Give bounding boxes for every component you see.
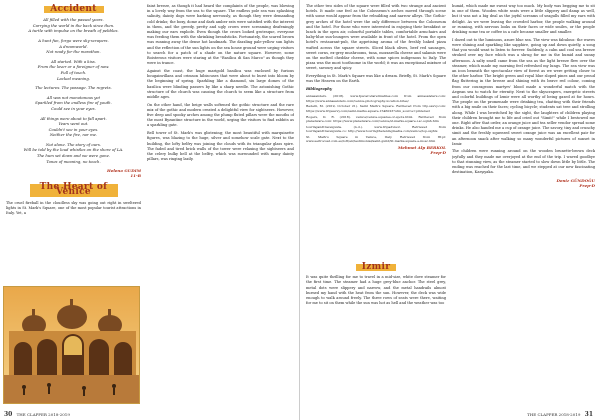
bibliography-entry: annasanders. (2018). www.fpscarodarermatiles.com from annasanders.com: https://www.annasanders.com/venice-photography-location-bites/ <box>306 94 446 103</box>
poem-line: Full of touch. <box>60 69 87 75</box>
izmir-paragraph: It was quite thrilling for me to travel in a mid-size, white dove steamer for the first time. The steamer had a huge grey-blue anchor. The steel grey, metal dots were slippery and narrow, and the metal handrails almost burned my hand with the heat from the sun. However, the deck was wide enough to walk around freely. The three rows of seats were there, waiting for me to sit on them while the sun was hot as hell and the weather was too <box>306 275 446 306</box>
venice-paragraph: Bell tower of St. Mark's was glistening; the most beautiful with marquinette figures, was blazing to the huge, silver and somehow scale gate. Next to the building, the lofty belfry was joining the clouds with its triangular glass spire. The faded and tired brick walls of the tower were relaxing the sightseers and the celery bulky bell at the belfry, which was surrounded with many dainty pillars, was ringing lazily. <box>147 131 294 162</box>
bibliography-heading: Bibliography <box>306 87 332 92</box>
venice-continued-column <box>306 4 446 224</box>
izmir-paragraph: I dozed out to the luminous, azure blue sea. The view was fabulous: the waves were shining and sparkling like sapphire, going up and down quietly, a song that you would want to listen to forever. Suddenly, a calm and cool sea breeze stroked over my face which was a shrug for me in the humid and sunny afternoon. A salty smell came from the sea as the light breeze flew over the steamer, which made my morning feel refreshed my lungs. The sea view was an icon beneath the spectacular view of forest as we were getting closer to the other harbor. The bright green and royal blue sloped pines and our proud flag fluttering in the breeze and shining with its brave red colour, coming from our courageous martyrs' blood made a wonderful match with the Aegean sea to watch for eternity. Next to the skyscrapers, energetic streets and colorful buildings of Izmir were all worthy of being gazed at for hours. The people on the promenade were drinking tea, chatting with their friends with a big smile on their faces; cycling bicycle; students sat tree and strolling along. While I was bewitched by the sight, the laughters of children playing their children brought me to life and cried out "Simit!" while I bestowed me one. Right after that order, an orange juice and tea seller vendor spread some drinks. He also handed me a cup of orange juice. The savory, tiny and crunchy simit and the freshly squeezed sweet orange juice was an excellent pair for an afternoon snack after walking so many wonderful pictures of sunset in Izmir. <box>452 37 595 146</box>
poem-line: Not ready for the marathon. <box>46 49 101 55</box>
poem-stanza <box>6 85 141 91</box>
poem-body <box>6 17 141 164</box>
poem-byline <box>6 168 141 178</box>
izmir-paragraph: humid, which made me sweat way too much. My body was begging me to sit in one of them. Wooden white seats were a little slippery and damp as well, but it was not a big deal as the joyful screams of seagulls filled my ears with delight. As we were leaving the crowded harbor, the people walking around or running, with nervous looks on their faces or wide smiles, or the people drinking some tea or coffee in a cafe became smaller and smaller. <box>452 4 595 35</box>
left-footer <box>4 411 70 418</box>
poem-line: All was not monotonous yet <box>46 94 101 100</box>
poem-line: Not alone. The story of ours. <box>45 141 102 147</box>
poem-line: Lacked meaning. <box>57 75 90 81</box>
poem-line: A turtle with impulse on the breath of pebbles. <box>28 28 119 34</box>
poem-stanza <box>6 38 141 55</box>
bibliography-entry: St. Mark's Square in Venice, Italy. Retrieved from fff.pl: www.seitrocsat.com.es/loft/en/testimonial/saint-guild/St-marks-square-e-mosc.htm <box>306 135 446 144</box>
izmir-paragraph: The children were running around on the wooden brunette-brown deck joyfully and they made me overjoyed at the end of the trip. I waved goodbye to that stunning view, as the steamer started to slow down little by little. The ending was reached for the last time, and we stepped at our new fascinating destination, Karşıyaka. <box>452 149 595 175</box>
poem-stanza <box>6 17 141 34</box>
right-page <box>300 0 600 420</box>
venice-paragraph: Against the coast, the huge marigold basilica was enclosed by furious bougainvillaea and crimson hibiscuses that were about to burst into bloom by the beginning of spring. Sparkling like a diamond, six large domes of the basilica were blinding passers by like a sharp needle. The astonishing Gothic structure of the church was causing the church to seem like a structure from middle ages. <box>147 68 294 99</box>
izmir-column-left <box>306 262 446 402</box>
poem-stanza <box>6 116 141 138</box>
right-footer <box>527 411 596 418</box>
poem-line: Neither the fire, nor me. <box>49 132 98 138</box>
poem-stanza <box>6 59 141 81</box>
poem-title: Accident <box>44 6 104 13</box>
basilica-illustration <box>4 287 140 404</box>
poem-line: Tones of meaning, no touch. <box>46 158 101 164</box>
bibliography-entry: Rogers, D. R. (2018). venice/venice-squares-or-spots.html. Retrieved from planetware.com: https://www.planetware.com/venice/st-marks-square-i-sc-sqmh.htm <box>306 114 446 123</box>
bibliography-entry: touringandtravelguide. (n.d.). www.tripadvisor. Retrieved from touringandtravelguide.co: http://www.touringtheteningmedia.com/venice/top-sights <box>306 124 446 134</box>
poem-line: All things were about to fall apart. <box>40 115 107 121</box>
izmir-byline <box>452 178 595 188</box>
poem-line: A hunt fun, forgo were sky-scrapers. <box>38 37 109 43</box>
poem-line: All filled with the passed years. <box>43 17 104 23</box>
author-class: Prep-D <box>579 183 595 188</box>
author-name: Deniz GÜNDOĞU <box>556 178 595 183</box>
poem-line: Years went out. <box>58 121 89 127</box>
author-name: Mehmet Alp BERKOL <box>397 145 446 151</box>
basilica-photo <box>3 286 140 404</box>
izmir-column-right <box>452 4 595 404</box>
poem-line: Carrying the world in the back since then. <box>32 22 115 28</box>
venice-article-column <box>147 4 294 400</box>
poem-stanza <box>6 142 141 164</box>
poem-line: A dreamworld. <box>59 43 88 49</box>
footer-text: THE CLAPPER 2018-2019 <box>527 412 581 417</box>
venice-paragraph: On the other hand, the beige walls softened the gothic structure and the rare mix of the gothic and modern created a delightful view for sightseers. However, five deep and spooky arches among the plump fluted pillars were the mouths of the most Byzantine structure in the world, urging the visitors to find rabbits as a sparkling gate. <box>147 102 294 128</box>
venice-byline <box>306 145 446 155</box>
poem-line: Could see in your eyes. <box>51 105 96 111</box>
poem-line: The hum set down and we were gone. <box>36 153 111 159</box>
venice-intro: The cruel fireball in the cloudless sky was going out right in sweltered lights in St. Mark's Square, one of the most popular tourist attractions in Italy. Yet, a <box>6 200 141 216</box>
author-class: 11-B <box>130 173 141 179</box>
author-class: Prep-D <box>430 150 446 156</box>
bibliography-list <box>306 94 446 143</box>
poem-line: All started. With a kiss. <box>51 58 96 64</box>
poem-line: Couldn't see in your eyes. <box>48 126 99 132</box>
page-number: 31 <box>584 411 593 418</box>
poem-line: Will be told by the loud whistles on the shore of LA. <box>23 147 124 153</box>
poem-column <box>6 4 141 219</box>
bibliography-entry: Bedelli, M. (2019, October 21). Saint Mark's Square. Retrieved from trip.savvy.com: https://www.tripsavvy.com/saint-marks-square-1546023?utm_source=pinterest <box>306 104 446 113</box>
author-name: Helena GUDIM <box>107 168 141 174</box>
article-title-izmir: İzmir <box>356 264 396 271</box>
footer-text: THE CLAPPER 2018-2019 <box>16 412 70 417</box>
poem-line: From the lover or a foreigner of now. <box>37 64 110 70</box>
article-title-venice: The Heart of Venice <box>30 184 118 196</box>
poem-line: Sparkled from the endless fire of youth. <box>35 100 112 106</box>
venice-paragraph: Everything in St. Mark's Square was like a dream. Briefly, St. Mark's Square was the Heaven on the Earth. <box>306 74 446 84</box>
poem-stanza <box>6 95 141 112</box>
poem-line: The lectures. The passage. The regrets. <box>35 85 112 91</box>
venice-paragraph: faint breeze, as though it had heard the complaints of the people, was blowing in a lovely way from the sea to the square. The endless pole sea was splashing salinity, dainty dogs were barking nervously, as though they were demanding cold drinks; the boxy, dome and dark amber rats were satisfied with the interest in them, and the greedy, pretty and ugly crows were screaming deafeningly making our ears explode. Even though the crows looked grotesque, everyone was feeding them with the shrinking breadsticks. Fortunately, the scared brown was running away the dense hot landmark. The dazzling pale-yellow sun lights and the reflection of the sun lights on the sea house ground were urging visitors to search for a patch of a shade on the nature square. However, some Boisterous visitors were staring at the "Basilica di San Marco" as though they were in trance. <box>147 4 294 66</box>
page-number: 30 <box>4 411 13 418</box>
venice-paragraph: The other two sides of the square were filled with two strange and ancient hotels. It made one feel as the Colosseum's arches moved through scene with some would appear from the rebuilding and narrow alleys. The Gothic-grey arches of the hotel were the only difference between the Colosseum and the hotel. For those who were interested in enjoying their breakfast or lunch in the open air, colourful portable tables, comfortable armchairs and baby-blue sun-loungers were available in front of the hotel. From the open hotel's restaurant-pub, the appetising aroma of the freshly baked pizza wafted across the square streets. Sliced black olives, beef red sausages, sweet corns, ex-grey mushrooms, tuna, mozzarella cheese and salamis were on the melted cheddar cheese, with some spices indigenous to Italy. The pizza was the most toothsome in the world; it was an exceptional mixture of sweet, savoury and spicy. <box>306 4 446 71</box>
